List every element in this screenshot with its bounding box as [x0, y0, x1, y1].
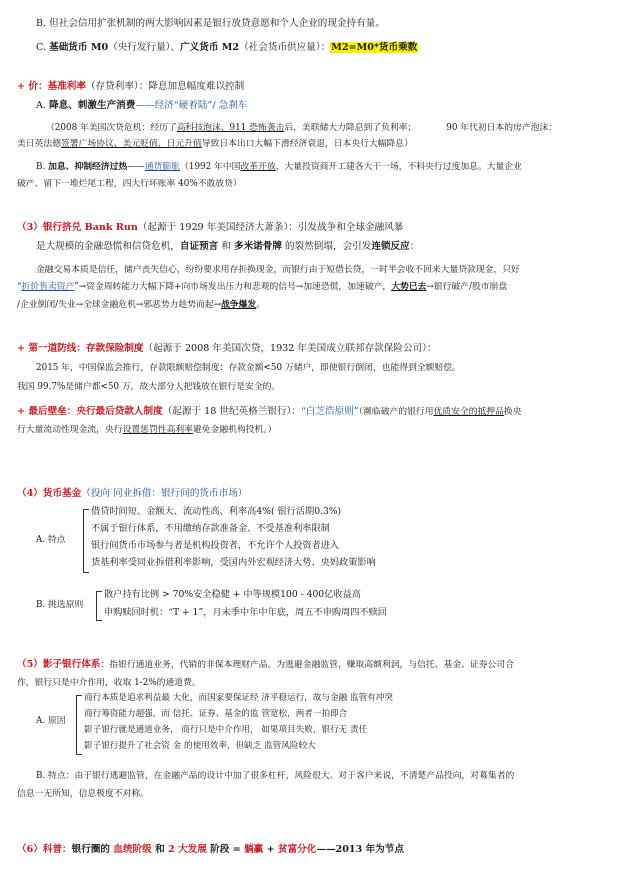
text: 。	[256, 300, 265, 310]
war-text: 战争爆发	[220, 300, 257, 310]
text: +	[263, 844, 278, 855]
m2-label: 广义货币 M2	[180, 42, 240, 53]
wealth-gap-text: 贫富分化	[277, 844, 317, 855]
stages-text: 2 大发展	[168, 844, 207, 855]
text: 导致日本出口大幅下滑经济衰退，日本央行大幅降息）	[201, 139, 413, 149]
text: （濒临破产的银行用	[358, 407, 434, 417]
text: + 价：	[17, 81, 48, 92]
text: + 第一道防线：	[17, 343, 86, 354]
line-fire-sale	[17, 281, 507, 294]
text: A.	[36, 100, 50, 111]
underlined-text: 优质安全的抵押品	[433, 407, 504, 417]
lost-cause-text: 大势已去	[391, 282, 427, 292]
text: ——2013 年为节点	[316, 844, 404, 855]
underlined-text: 改革开放	[240, 162, 276, 172]
reason-item: 商行筹资能力超强，而 信托、证券、基金的监 管宽松，两者一拍即合	[84, 709, 348, 719]
heading-bank-run	[17, 221, 403, 234]
heading-shadow-banking	[17, 658, 514, 672]
bank-run-label: 银行挤兑 Bank Run	[42, 222, 138, 233]
easy-win-text: 躺赢	[244, 844, 264, 855]
text: 和	[218, 241, 234, 252]
text: （投向 同业拆借：银行间的货币市场）	[81, 488, 248, 499]
money-fund-label: 货币基金	[42, 488, 82, 499]
text: →银行破产/股市崩盘	[426, 282, 508, 292]
shadow-banking-label: 影子银行体系	[42, 659, 101, 670]
text: 美日英法德	[17, 139, 61, 149]
text: /企业倒闭/失业→全球金融危机→邪恶势力趁势而起→	[17, 300, 221, 310]
domino-label: 多米诺骨牌	[233, 241, 282, 252]
line-channel-fee: 作，银行只是中介作用，收取 1-2%的通道费。	[17, 678, 201, 688]
m0-label: 基础货币 M0	[49, 42, 109, 53]
feature-item: 货基利率受同业拆借利率影响，受国内外宏观经济大势、央妈政策影响	[91, 557, 376, 568]
self-fulfilling-label: 自证预言	[179, 241, 219, 252]
heading-bank-classes	[17, 843, 404, 856]
text: （社会货币供应量）：	[239, 42, 331, 53]
text: 银行圈的	[71, 844, 114, 855]
text: （2008 年美国次贷危机：经历了	[46, 123, 177, 133]
features-label: A. 特点	[36, 535, 66, 545]
rate-hike-label: 加息、抑制经济过热	[48, 162, 128, 172]
line-trust: 金融交易本质是信任，储户丧失信心，纷纷要求用存折换现金，而银行由于短借长贷，一时半会收不回来大量贷款现金，只好	[36, 265, 520, 275]
text: 和	[151, 844, 169, 855]
underlined-text: 设置惩罚性高利率	[122, 425, 193, 435]
pick-item: 申购赎回时机：“T + 1”，月末季中年中年底，周五不申购周四不赎回	[104, 607, 387, 618]
line-war	[17, 299, 265, 312]
text: 的裂然倒塌，会引发	[281, 241, 372, 252]
heading-deposit-insurance	[17, 342, 437, 355]
line-money-supply	[36, 41, 418, 54]
pick-item: 散户持有比例 > 70%安全稳健 + 中等规模100 - 400亿收益高	[104, 589, 361, 600]
underlined-text: 高科技泡沫、911 恐怖袭击	[176, 123, 285, 133]
text: （1992 年中国	[180, 162, 241, 172]
reason-item: 影子银行就是通道业务， 商行只是中介作用， 如果项目失败，银行无 责任	[84, 725, 368, 735]
text: （4）	[17, 488, 43, 499]
line-rate-hike	[36, 161, 522, 174]
text: （起源于 2008 年美国次贷，1932 年美国成立联邦存款保险公司）：	[143, 343, 437, 354]
m2-formula-highlight: M2=M0*货币乘数	[331, 42, 418, 53]
line-signal-credit-factors: B. 但社会信用扩张机制的两大影响因素是银行放贷意愿和个人企业的现金持有量。	[36, 18, 385, 29]
hard-landing-text: ——经济“硬着陆”/ 急刹车	[135, 100, 248, 111]
line-shadow-features: B. 特点：由于银行逃避监管，在金融产品的设计中加了很多杠杆，风险很大。对于客户来说，不清楚产品投向，对募集者的	[36, 771, 515, 781]
text: （存贷利率）：降息加息幅度难以控制	[85, 81, 245, 92]
features-brace	[83, 509, 89, 573]
line-panic	[36, 240, 419, 253]
text: “	[17, 282, 22, 292]
text: 后，美联储大力降息到了负利率；	[284, 123, 417, 133]
text: ，大量投资商开工建各大干一场，不料央行过度加息。大量企业	[275, 162, 522, 172]
text: 行大量流动性现金流，央行	[17, 425, 123, 435]
text: B.	[36, 162, 49, 172]
lender-label: 央行最后贷款人制度	[76, 406, 163, 417]
line-penalty-rate	[17, 424, 277, 437]
line-2015-deposit: 2015 年，中国保监会推行，存款限额赔偿制度：存款金额<50 万储户，即使银行倒闭，也能得到全额赔偿。	[36, 363, 461, 373]
heading-money-fund	[17, 487, 247, 500]
feature-item: 借贷时间短、金额大、流动性高、利率高4%( 银行活期0.3%)	[91, 506, 342, 517]
text: ：	[409, 241, 420, 252]
feature-item: 银行间货币市场参与者是机构投资者，不允许个人投资者进入	[91, 540, 340, 551]
bagehot-text: “白芝浩原则”	[300, 406, 359, 417]
text: ：指银行通道业务，代销的非保本理财产品。为逃避金融监管，赚取高额利润，与信托、基金、证券公司合	[100, 660, 514, 670]
line-997: 我国 99.7%是储户都<50 万，故大部分人把钱放在银行是安全的。	[17, 382, 281, 392]
text: 是大规模的金融恐慌和信贷危机，	[36, 241, 180, 252]
text: 避免金融机构投机。）	[192, 425, 277, 435]
text: 换央	[503, 407, 522, 417]
text: （3）	[17, 222, 43, 233]
heading-price-benchmark-rate	[17, 80, 244, 93]
reason-brace	[76, 695, 82, 755]
text: 科普：	[42, 844, 72, 855]
deposit-insurance-label: 存款保险制度	[85, 343, 144, 354]
line-plaza-accord	[17, 138, 413, 151]
text: + 最后壁垒：	[17, 406, 77, 417]
pick-label: B. 挑选原则	[36, 600, 84, 610]
bloodline-text: 血统阶级	[113, 844, 152, 855]
rate-cut-label: 降息、刺激生产消费	[49, 100, 136, 111]
reason-item: 影子银行提升了社会资 金 的使用效率，但缺乏 监管风险较大	[84, 741, 316, 751]
text: （起源于 1929 年美国经济大萧条）：引发战争和全球金融风暴	[137, 222, 404, 233]
text: （央行发行量）、	[108, 42, 181, 53]
inflation-text: 通货膨胀	[144, 162, 181, 172]
reason-label: A. 原因	[36, 716, 66, 726]
text: 阶段 =	[206, 844, 245, 855]
line-2008-crisis	[46, 122, 557, 135]
benchmark-rate-label: 基准利率	[47, 81, 86, 92]
underlined-text: 签署广场协议、美元贬值、日元升值	[61, 139, 202, 149]
feature-item: 不属于银行体系，不用缴纳存款准备金、不受基准利率限制	[91, 523, 330, 534]
chain-reaction-label: 连锁反应	[371, 241, 410, 252]
reason-item: 商行本质是追求利益最 大化，而国家要保证经 济平稳运行，故与金融 监管有冲突	[84, 693, 393, 703]
fire-sale-text: 折价售卖资产	[21, 282, 75, 292]
text: ——	[127, 162, 145, 172]
line-bankruptcy: 破产、留下一堆烂尾工程，四大行坏账率 40%不敢放贷）	[17, 179, 242, 189]
text: （6）	[17, 844, 43, 855]
heading-lender-of-last-resort	[17, 405, 522, 419]
line-info-asymmetry: 信息一无所知，信息极度不对称。	[17, 789, 149, 799]
text: （5）	[17, 659, 43, 670]
text: 90 年代初日本的房产泡沫：	[446, 123, 558, 133]
pick-brace	[96, 591, 102, 621]
text: ”→资金周转能力大幅下降+向市场发出压力和悲观的信号→加速恐慌，加速破产，	[74, 282, 392, 292]
text: C.	[36, 42, 50, 53]
text: （起源于 18 世纪英格兰银行）：	[162, 406, 301, 417]
line-rate-cut	[36, 99, 247, 112]
